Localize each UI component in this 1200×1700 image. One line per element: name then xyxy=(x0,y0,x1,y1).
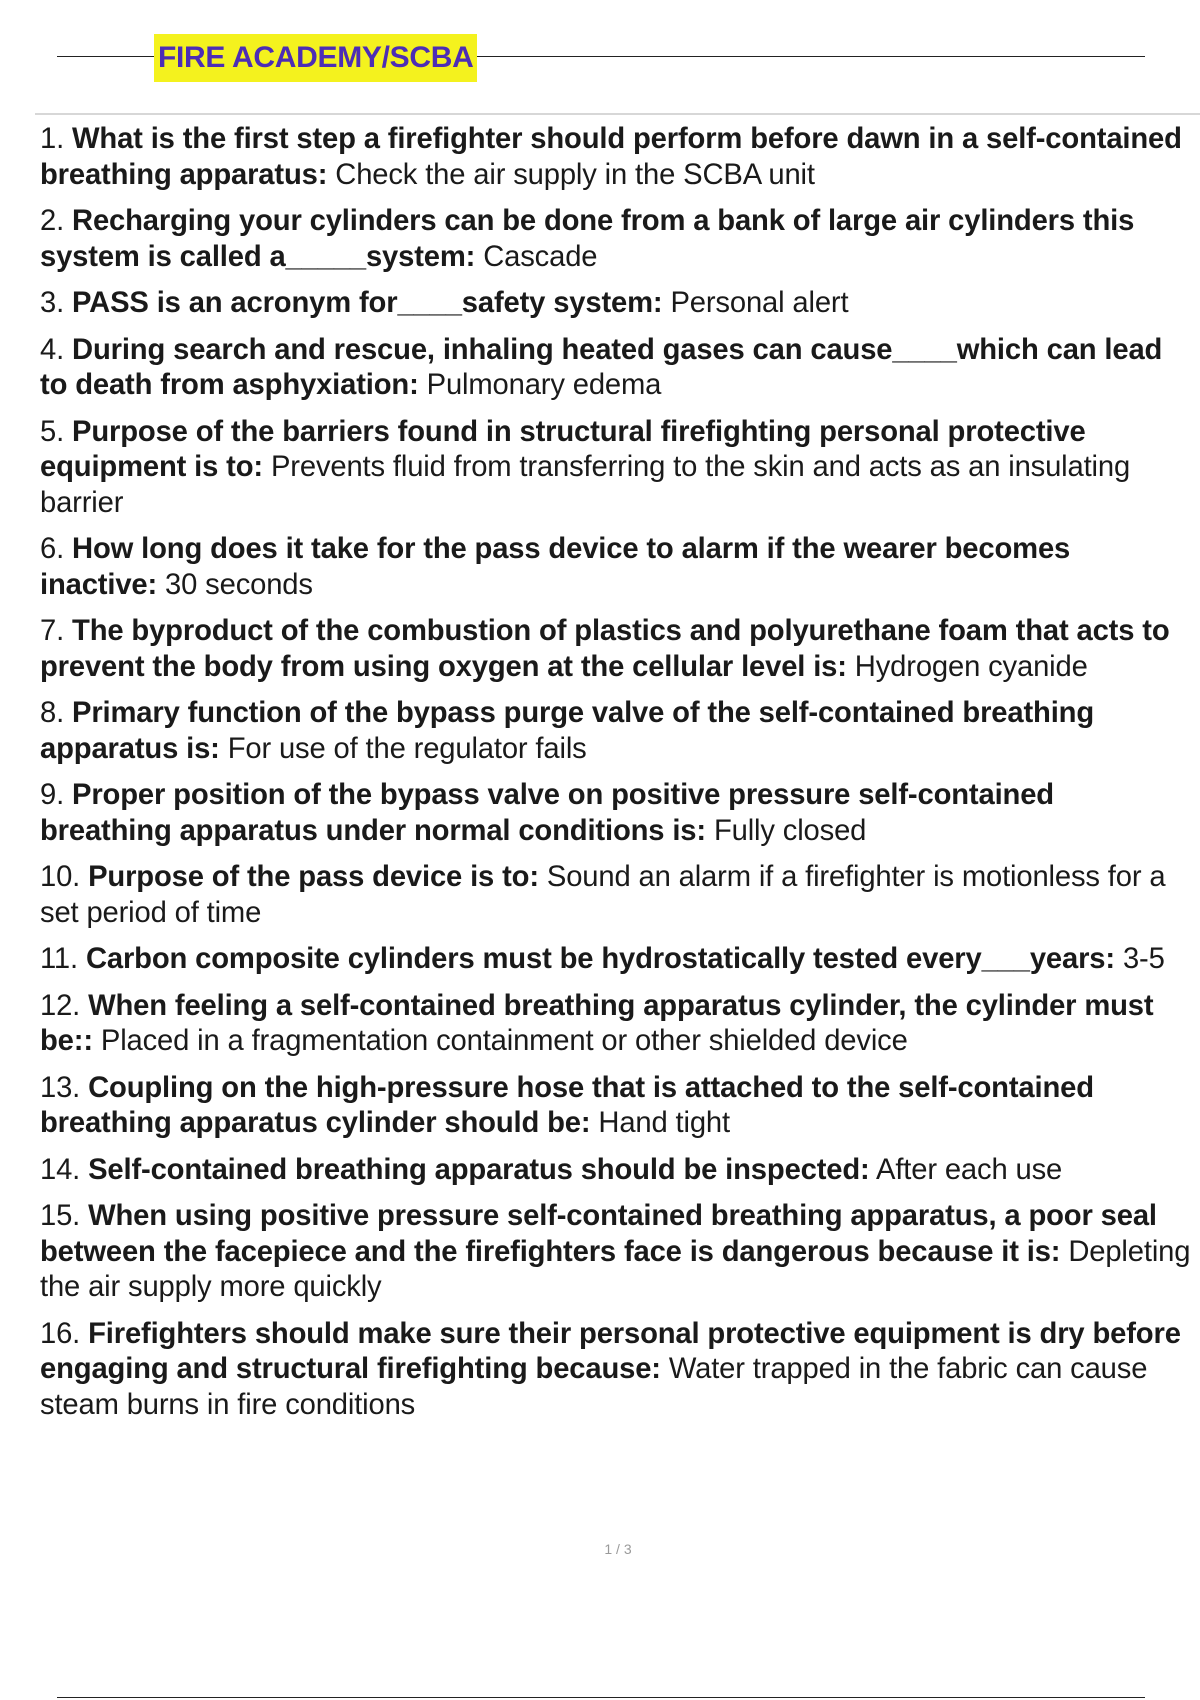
answer-text: Personal alert xyxy=(670,287,849,319)
question-text: Firefighters should make sure their personal protective equipment is dry before engaging and structural firefighting because: xyxy=(40,1317,1181,1385)
question-number: 12. xyxy=(40,989,81,1022)
question-number: 6. xyxy=(40,533,65,565)
question-item-7 xyxy=(40,614,1192,685)
answer-text: Check the air supply in the SCBA unit xyxy=(335,158,815,191)
question-number: 13. xyxy=(40,1071,81,1104)
question-number: 3. xyxy=(40,287,65,319)
document-title: FIRE ACADEMY/SCBA xyxy=(154,34,477,82)
answer-text: Hand tight xyxy=(598,1107,730,1139)
question-item-8 xyxy=(40,696,1192,767)
question-item-12 xyxy=(40,989,1192,1060)
question-number: 14. xyxy=(40,1153,81,1186)
question-number: 11. xyxy=(40,943,78,975)
question-text: How long does it take for the pass device to alarm if the wearer becomes inactive: xyxy=(40,533,1071,601)
page-header xyxy=(0,0,1200,110)
question-text: When feeling a self-contained breathing apparatus cylinder, the cylinder must be:: xyxy=(40,989,1154,1057)
answer-text: 30 seconds xyxy=(165,568,313,601)
question-item-16 xyxy=(40,1317,1192,1424)
question-number: 7. xyxy=(40,615,65,647)
question-item-9 xyxy=(40,778,1192,849)
page-number: 1 / 3 xyxy=(604,1541,632,1557)
question-item-15 xyxy=(40,1199,1192,1306)
question-text: Self-contained breathing apparatus should be inspected: xyxy=(88,1153,870,1186)
question-number: 4. xyxy=(40,333,65,366)
answer-text: For use of the regulator fails xyxy=(227,732,587,765)
question-item-11 xyxy=(40,942,1192,978)
answer-text: Prevents fluid from transferring to the skin and acts as an insulating barrier xyxy=(40,451,1131,519)
question-number: 1. xyxy=(40,123,65,155)
question-item-13 xyxy=(40,1071,1192,1142)
question-text: Purpose of the pass device is to: xyxy=(88,861,539,893)
question-item-4 xyxy=(40,333,1192,404)
question-number: 10. xyxy=(40,861,81,893)
question-item-6 xyxy=(40,532,1192,603)
question-number: 2. xyxy=(40,205,65,237)
question-item-5 xyxy=(40,415,1192,522)
question-text: Recharging your cylinders can be done from a bank of large air cylinders this system is called a_____system: xyxy=(40,205,1135,273)
answer-text: After each use xyxy=(876,1153,1063,1186)
question-item-10 xyxy=(40,860,1192,931)
header-rule xyxy=(35,113,1200,115)
answer-text: Cascade xyxy=(483,240,598,273)
footer-divider xyxy=(57,1697,1145,1698)
answer-text: Water trapped in the fabric can cause steam burns in fire conditions xyxy=(40,1353,1148,1421)
question-number: 8. xyxy=(40,697,65,729)
question-text: Primary function of the bypass purge valve of the self-contained breathing apparatus is: xyxy=(40,697,1095,765)
question-text: PASS is an acronym for____safety system: xyxy=(72,287,663,319)
question-text: What is the first step a firefighter should perform before dawn in a self-contained breathing apparatus: xyxy=(40,123,1182,191)
answer-text: Fully closed xyxy=(713,814,867,847)
question-text: Carbon composite cylinders must be hydrostatically tested every___years: xyxy=(85,943,1115,975)
question-item-1 xyxy=(40,122,1192,193)
answer-text: Placed in a fragmentation containment or other shielded device xyxy=(100,1025,908,1057)
answer-text: Sound an alarm if a firefighter is motionless for a set period of time xyxy=(40,861,1166,929)
question-item-14 xyxy=(40,1153,1192,1189)
question-number: 9. xyxy=(40,779,65,811)
answer-text: Pulmonary edema xyxy=(426,369,662,401)
question-text: Proper position of the bypass valve on positive pressure self-contained breathing apparatus under normal conditions is: xyxy=(40,779,1054,847)
answer-text: Hydrogen cyanide xyxy=(854,650,1088,683)
question-item-2 xyxy=(40,204,1192,275)
question-list xyxy=(40,122,1192,1434)
question-number: 5. xyxy=(40,415,65,448)
question-item-3 xyxy=(40,286,1192,322)
answer-text: Depleting the air supply more quickly xyxy=(40,1235,1191,1303)
answer-text: 3-5 xyxy=(1122,943,1165,975)
question-text: When using positive pressure self-contained breathing apparatus, a poor seal between the facepiece and the firefighters face is dangerous because it is: xyxy=(40,1200,1157,1268)
question-text: Purpose of the barriers found in structural firefighting personal protective equipment is to: xyxy=(40,415,1086,483)
question-number: 15. xyxy=(40,1200,81,1232)
question-text: The byproduct of the combustion of plastics and polyurethane foam that acts to prevent the body from using oxygen at the cellular level is: xyxy=(40,615,1170,683)
question-text: Coupling on the high-pressure hose that is attached to the self-contained breathing apparatus cylinder should be: xyxy=(40,1071,1094,1139)
question-text: During search and rescue, inhaling heated gases can cause____which can lead to death from asphyxiation: xyxy=(40,333,1163,401)
question-number: 16. xyxy=(40,1317,81,1350)
